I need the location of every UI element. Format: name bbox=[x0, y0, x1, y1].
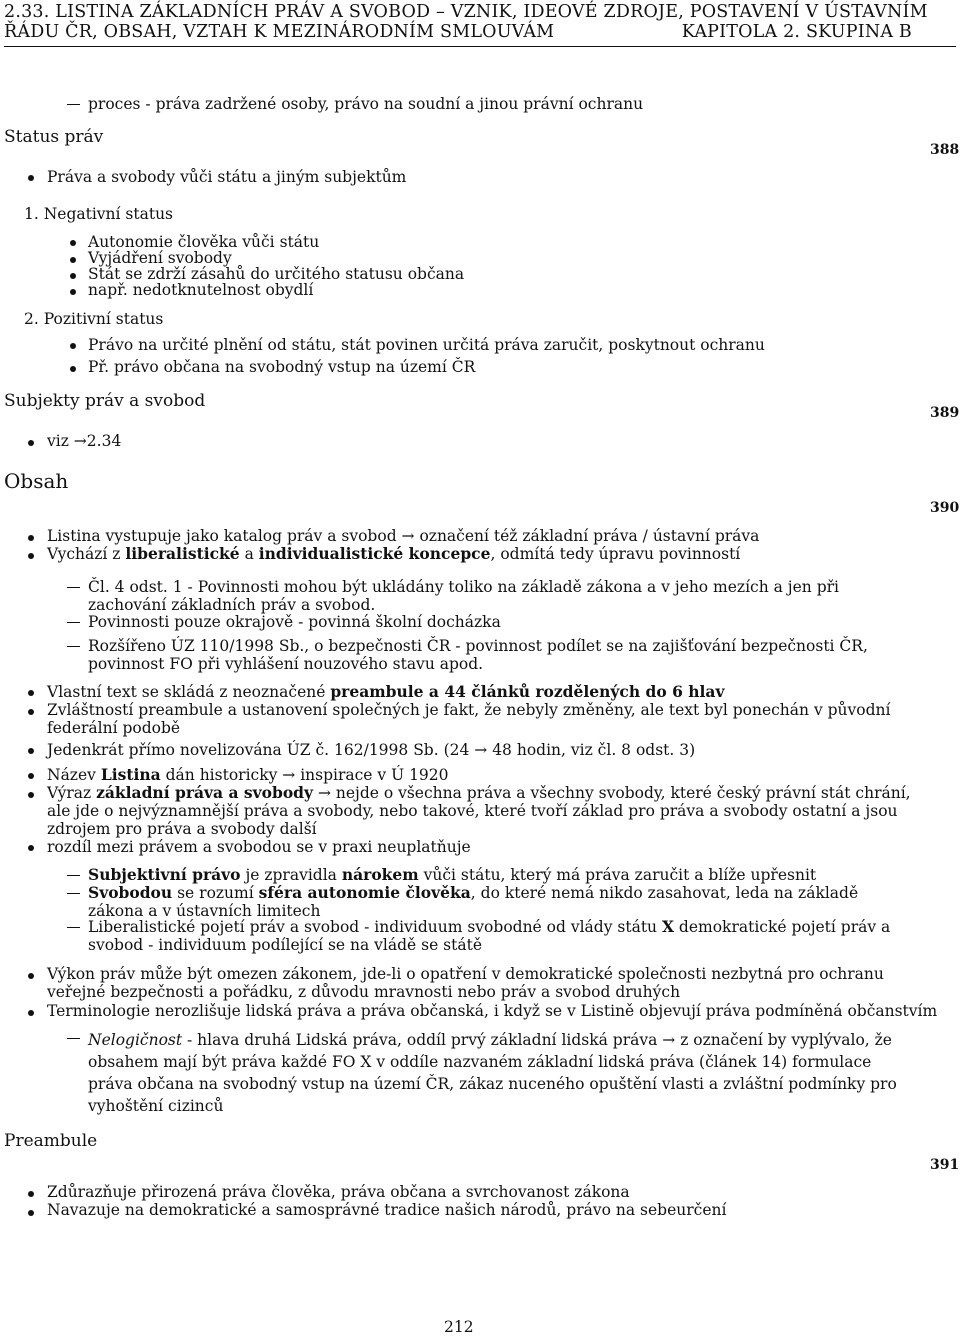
bullet-marker bbox=[28, 553, 34, 559]
bullet-item: Právo na určité plnění od státu, stát povinen určitá práva zaručit, poskytnout ochranu bbox=[88, 336, 765, 354]
header-line-2-right: KAPITOLA 2. SKUPINA B bbox=[681, 22, 912, 42]
dash-marker bbox=[67, 104, 80, 105]
bullet-marker bbox=[28, 440, 34, 446]
bullet-item: Stát se zdrží zásahů do určitého statusu občana bbox=[88, 265, 465, 283]
positive-status-label: 2. Pozitivní status bbox=[24, 310, 164, 328]
header-line-2-left: ŘÁDU ČR, OBSAH, VZTAH K MEZINÁRODNÍM SMLOUVÁM bbox=[4, 22, 555, 42]
section-heading-status: Status práv bbox=[4, 127, 104, 147]
bullet-item: např. nedotknutelnost obydlí bbox=[88, 281, 314, 299]
margin-number: 391 bbox=[930, 1157, 960, 1173]
bullet-item: Listina vystupuje jako katalog práv a svobod → označení též základní práva / ústavní práva bbox=[47, 527, 760, 545]
bullet-item: Autonomie člověka vůči státu bbox=[88, 233, 320, 251]
bullet-marker bbox=[28, 1191, 34, 1197]
section-heading-obsah: Obsah bbox=[4, 469, 69, 493]
section-heading-subjects: Subjekty práv a svobod bbox=[4, 391, 206, 411]
dash-item: Subjektivní právo je zpravidla nárokem vůči státu, který má práva zaručit a blíže upřesnit bbox=[88, 865, 817, 884]
bullet-item: Terminologie nerozlišuje lidská práva a práva občanská, i když se v Listině objevují práva podmíněná občanstvím bbox=[47, 1002, 938, 1020]
bullet-marker bbox=[28, 1010, 34, 1016]
bullet-item: Zvláštností preambule a ustanovení společných je fakt, že nebyly změněny, ale text byl ponechán v původní federální podobě bbox=[47, 701, 891, 737]
dash-marker bbox=[67, 927, 80, 928]
bullet-item: Název Listina dán historicky → inspirace v Ú 1920 bbox=[47, 765, 449, 784]
bullet-item: Navazuje na demokratické a samosprávné tradice našich národů, právo na sebeurčení bbox=[47, 1201, 727, 1219]
bullet-marker bbox=[70, 273, 76, 279]
bullet-marker bbox=[28, 792, 34, 798]
bullet-marker bbox=[70, 289, 76, 295]
bullet-marker bbox=[28, 773, 34, 779]
bullet-marker bbox=[28, 175, 34, 181]
bullet-marker bbox=[70, 366, 76, 372]
bullet-item: Vychází z liberalistické a individualistické koncepce, odmítá tedy úpravu povinností bbox=[47, 544, 741, 563]
bullet-item: Práva a svobody vůči státu a jiným subjektům bbox=[47, 168, 407, 186]
dash-marker bbox=[67, 587, 80, 588]
dash-item: Nelogičnost - hlava druhá Lidská práva, oddíl prvý základní lidská práva → z označení by vyplývalo, že obsahem mají být práva každé FO X v oddíle nazvaném základní lidská práva (článek 14) formulace práva občana na svobodný vstup na území ČR, zákaz nuceného opuštění vlasti a zvláštní podmínky pro vyhoštění cizinců bbox=[88, 1031, 897, 1115]
bullet-marker bbox=[70, 257, 76, 263]
bullet-item: Vlastní text se skládá z neoznačené preambule a 44 článků rozdělených do 6 hlav bbox=[47, 682, 725, 701]
bullet-marker bbox=[28, 535, 34, 541]
header-rule bbox=[4, 46, 956, 47]
bullet-marker bbox=[28, 748, 34, 754]
dash-marker bbox=[67, 646, 80, 647]
dash-marker bbox=[67, 1038, 80, 1039]
bullet-marker bbox=[70, 343, 76, 349]
dash-item: Povinnosti pouze okrajově - povinná školní docházka bbox=[88, 613, 501, 631]
bullet-item: Výraz základní práva a svobody → nejde o všechna práva a všechny svobody, které český právní stát chrání, ale jde o nejvýznamnější práva a svobody, nebo takové, které tvoří základ pro práva a svobody ostatní a jsou zdrojem pro práva a svobody další bbox=[47, 783, 911, 838]
margin-number: 389 bbox=[930, 405, 960, 421]
dash-item: Čl. 4 odst. 1 - Povinnosti mohou být ukládány toliko na základě zákona a v jeho mezích a jen při zachování základních práv a svobod. bbox=[88, 578, 839, 614]
margin-number: 390 bbox=[930, 500, 960, 516]
dash-marker bbox=[67, 893, 80, 894]
bullet-item: Jedenkrát přímo novelizována ÚZ č. 162/1998 Sb. (24 → 48 hodin, viz čl. 8 odst. 3) bbox=[47, 741, 696, 759]
bullet-marker bbox=[28, 1210, 34, 1216]
bullet-marker bbox=[28, 845, 34, 851]
dash-marker bbox=[67, 622, 80, 623]
bullet-marker bbox=[70, 240, 76, 246]
bullet-item: Výkon práv může být omezen zákonem, jde-li o opatření v demokratické společnosti nezbytná pro ochranu veřejné bezpečnosti a pořádku, z důvodu mravnosti nebo práv a svobod druhých bbox=[47, 965, 884, 1001]
bullet-item: viz →2.34 bbox=[47, 432, 122, 450]
section-heading-preambule: Preambule bbox=[4, 1131, 98, 1151]
bullet-item: Vyjádření svobody bbox=[88, 249, 232, 267]
bullet-marker bbox=[28, 973, 34, 979]
negative-status-label: 1. Negativní status bbox=[24, 205, 174, 223]
dash-marker bbox=[67, 875, 80, 876]
page-number: 212 bbox=[444, 1318, 474, 1336]
dash-item: proces - práva zadržené osoby, právo na soudní a jinou právní ochranu bbox=[88, 95, 644, 113]
dash-item: Rozšířeno ÚZ 110/1998 Sb., o bezpečnosti ČR - povinnost podílet se na zajišťování bezpečnosti ČR, povinnost FO při vyhlášení nouzového stavu apod. bbox=[88, 637, 868, 673]
bullet-item: Př. právo občana na svobodný vstup na území ČR bbox=[88, 358, 476, 376]
bullet-marker bbox=[28, 709, 34, 715]
bullet-marker bbox=[28, 690, 34, 696]
header-line-1: 2.33. LISTINA ZÁKLADNÍCH PRÁV A SVOBOD – VZNIK, IDEOVÉ ZDROJE, POSTAVENÍ V ÚSTAVNÍM bbox=[4, 2, 928, 22]
bullet-item: Zdůrazňuje přirozená práva člověka, práva občana a svrchovanost zákona bbox=[47, 1183, 630, 1201]
dash-item: Svobodou se rozumí sféra autonomie člověka, do které nemá nikdo zasahovat, leda na základě zákona a v ústavních limitech bbox=[88, 883, 859, 920]
bullet-item: rozdíl mezi právem a svobodou se v praxi neuplatňuje bbox=[47, 838, 471, 856]
dash-item: Liberalistické pojetí práv a svobod - individuum svobodné od vlády státu X demokratické pojetí práv a svobod - individuum podílející se na vládě se státě bbox=[88, 917, 891, 954]
margin-number: 388 bbox=[930, 142, 960, 158]
